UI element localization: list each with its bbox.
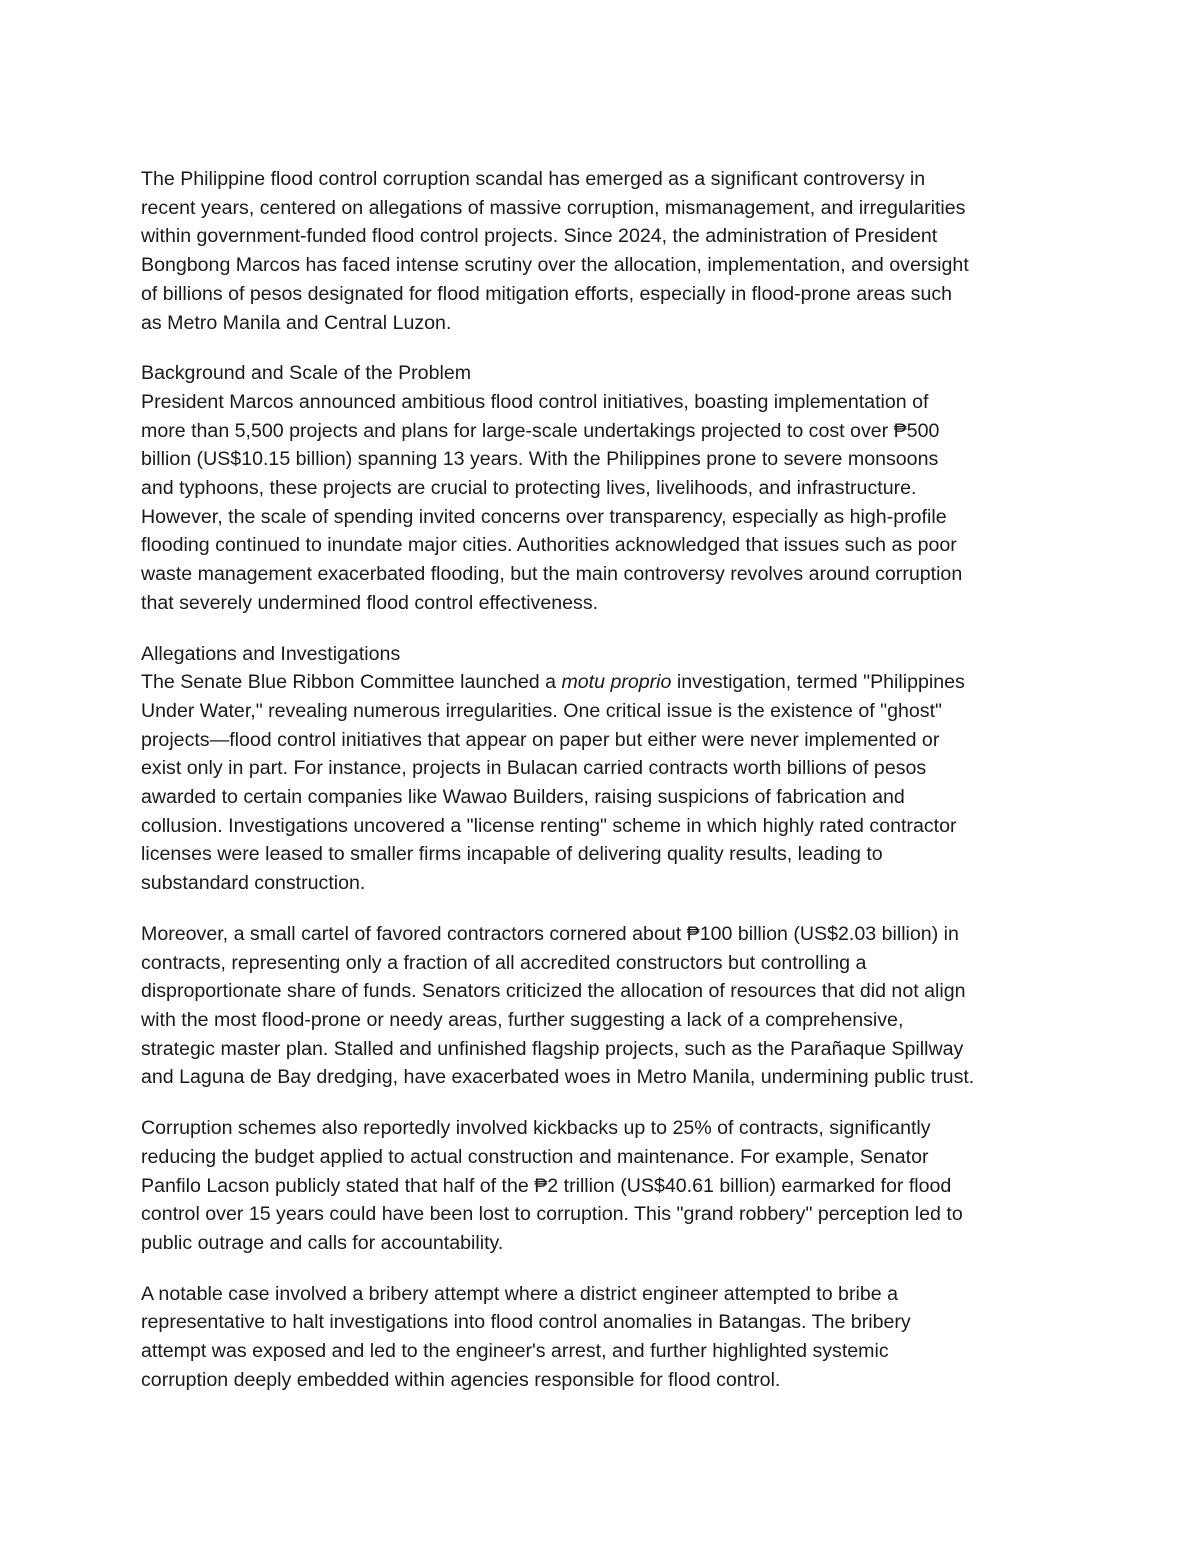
background-heading: Background and Scale of the Problem <box>141 362 472 385</box>
allegations-section <box>141 640 1081 898</box>
bribery-paragraph: A notable case involved a bribery attempt where a district engineer attempted to bribe a representative to halt investigations into flood control anomalies in Batangas. The bribery attempt was exposed and led to the engineer's arrest, and further highlighted systemic corruption deeply embedded within agencies responsible for flood control. <box>141 1282 911 1391</box>
allegations-italic-term: motu proprio <box>561 671 672 694</box>
kickbacks-paragraph: Corruption schemes also reportedly involved kickbacks up to 25% of contracts, significantly reducing the budget applied to actual construction and maintenance. For example, Senator Panfilo Lacson publicly stated that half of the ₱2 trillion (US$40.61 billion) earmarked for flood control over 15 years could have been lost to corruption. This "grand robbery" perception led to public outrage and calls for accountability. <box>141 1117 963 1254</box>
document-page <box>141 165 1081 1416</box>
allegations-text-rest: investigation, termed "Philippines Under Water," revealing numerous irregularities. One critical issue is the existence of "ghost" projects—flood control initiatives that appear on paper but either were never implemented or exist only in part. For instance, projects in Bulacan carried contracts worth billions of pesos awarded to certain companies like Wawao Builders, raising suspicions of fabrication and collusion. Investigations uncovered a "license renting" scheme in which highly rated contractor licenses were leased to smaller firms incapable of delivering quality results, leading to substandard construction. <box>141 671 965 895</box>
allegations-paragraph <box>141 668 1081 898</box>
intro-paragraph: The Philippine flood control corruption scandal has emerged as a significant controversy in recent years, centered on allegations of massive corruption, mismanagement, and irregularities within government-funded flood control projects. Since 2024, the administration of President Bongbong Marcos has faced intense scrutiny over the allocation, implementation, and oversight of billions of pesos designated for flood mitigation efforts, especially in flood-prone areas such as Metro Manila and Central Luzon. <box>141 168 969 334</box>
background-section <box>141 359 1081 617</box>
cartel-paragraph: Moreover, a small cartel of favored contractors cornered about ₱100 billion (US$2.03 billion) in contracts, representing only a fraction of all accredited constructors but controlling a disproportionate share of funds. Senators criticized the allocation of resources that did not align with the most flood-prone or needy areas, further suggesting a lack of a comprehensive, strategic master plan. Stalled and unfinished flagship projects, such as the Parañaque Spillway and Laguna de Bay dredging, have exacerbated woes in Metro Manila, undermining public trust. <box>141 922 975 1089</box>
allegations-text-start: The Senate Blue Ribbon Committee launched a <box>141 671 562 694</box>
background-paragraph: President Marcos announced ambitious flood control initiatives, boasting implementation of more than 5,500 projects and plans for large-scale undertakings projected to cost over ₱500 billion (US$10.15 billion) spanning 13 years. With the Philippines prone to severe monsoons and typhoons, these projects are crucial to protecting lives, livelihoods, and infrastructure. However, the scale of spending invited concerns over transparency, especially as high-profile flooding continued to inundate major cities. Authorities acknowledged that issues such as poor waste management exacerbated flooding, but the main controversy revolves around corruption that severely undermined flood control effectiveness. <box>141 390 963 614</box>
allegations-heading: Allegations and Investigations <box>141 642 401 665</box>
